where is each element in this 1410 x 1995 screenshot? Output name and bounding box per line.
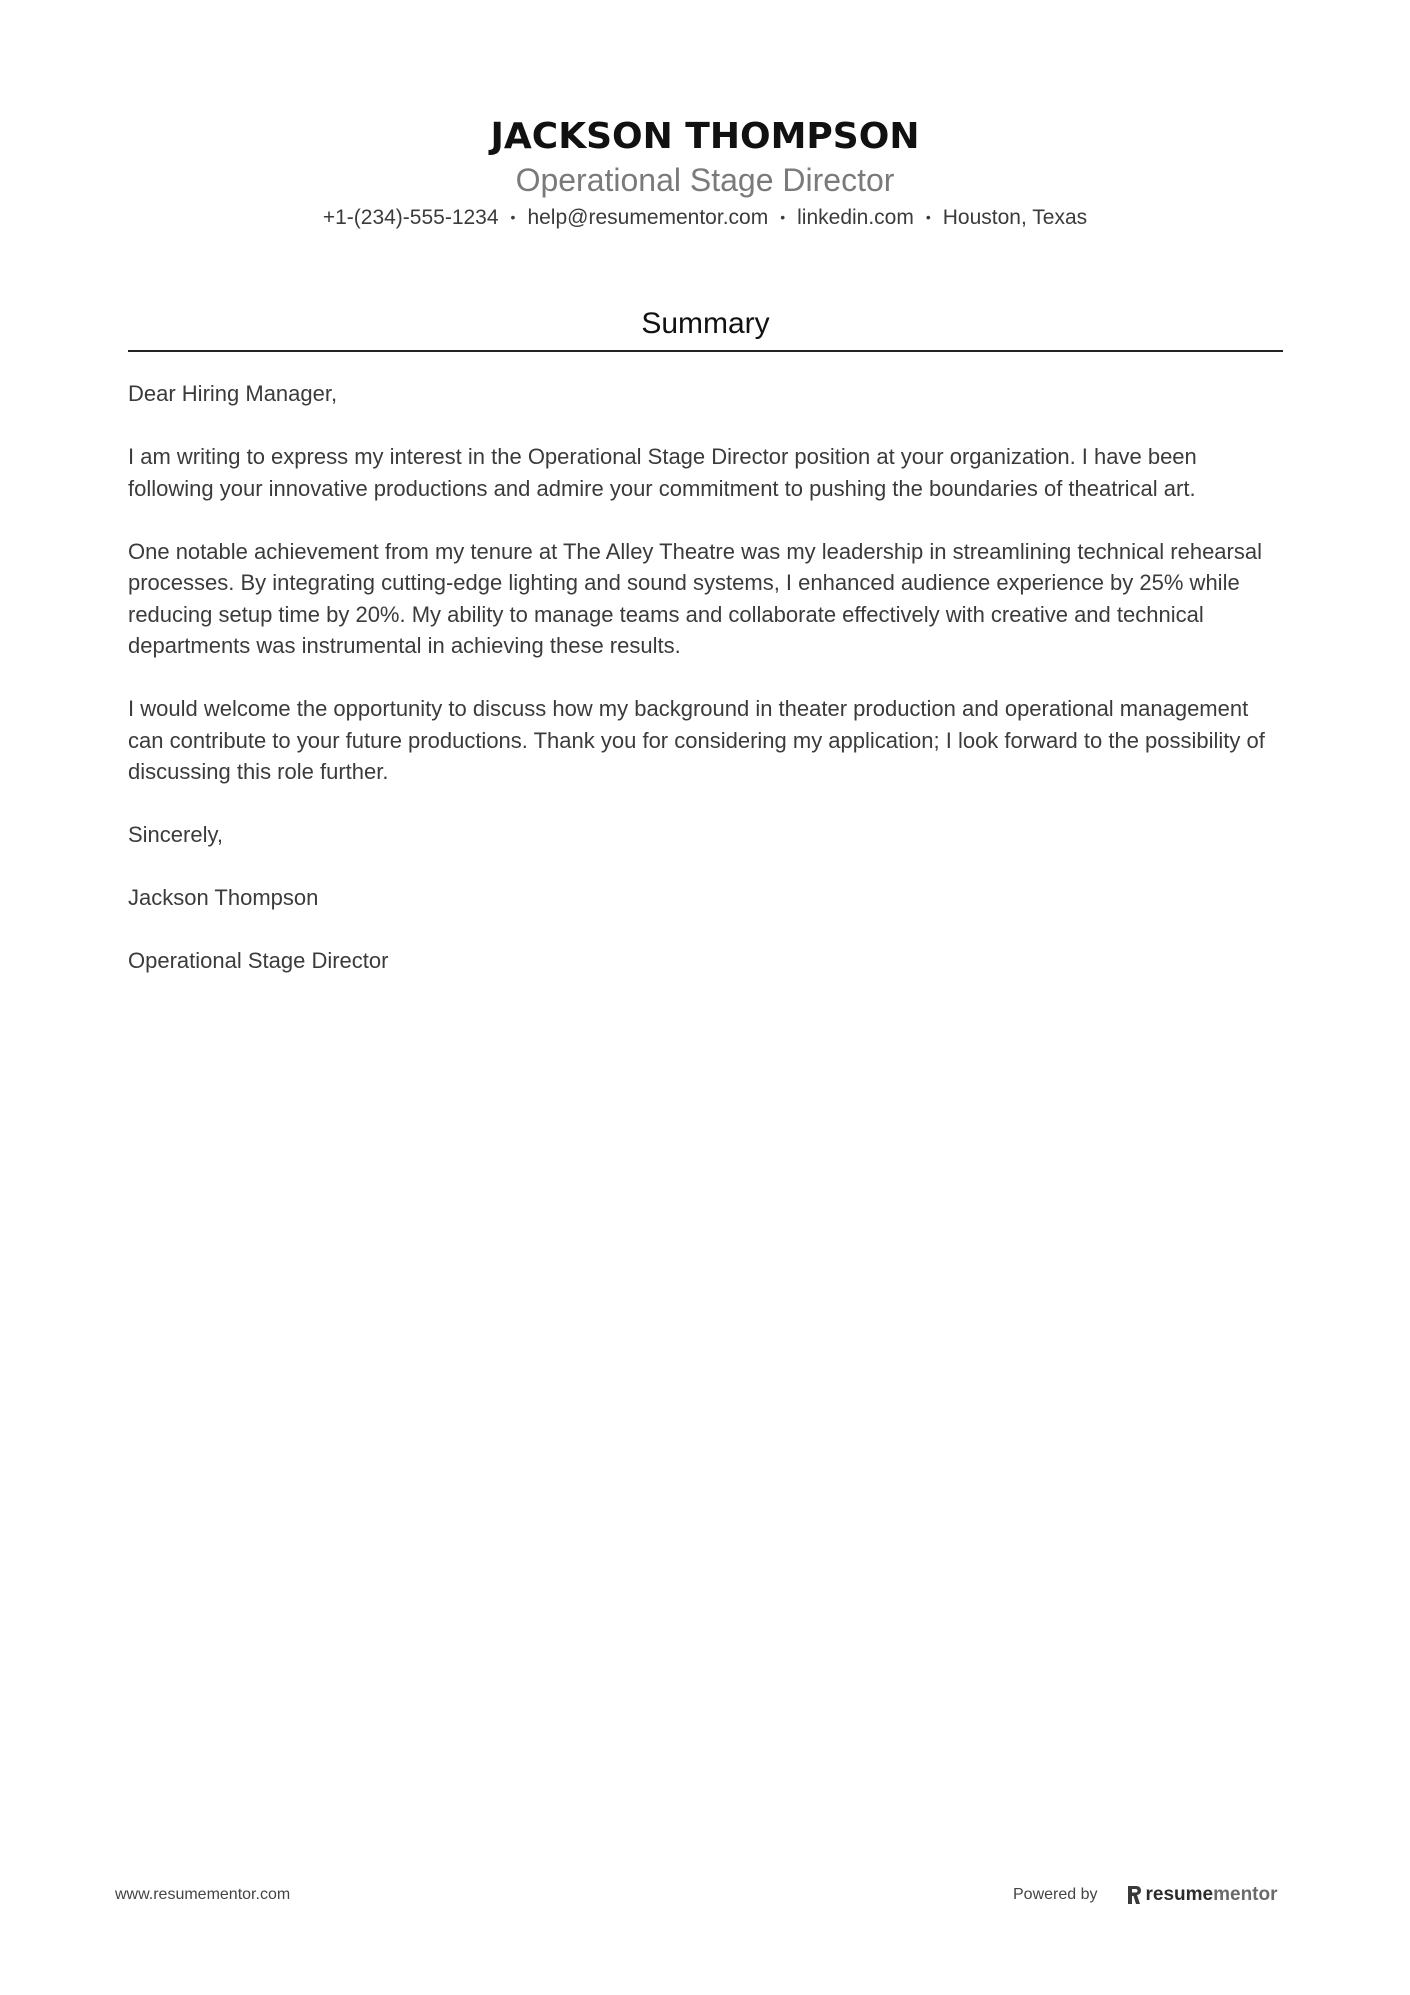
letter-paragraph: One notable achievement from my tenure at The Alley Theatre was my leadership in streamlining technical rehearsal processes. By integrating cutting-edge lighting and sound systems, I enhanced audience experience by 25% while reducing setup time by 20%. My ability to manage teams and collaborate effectively with creative and technical departments was instrumental in achieving these results.: [128, 538, 1262, 658]
powered-by-label: Powered by: [1013, 1886, 1098, 1903]
contact-linkedin[interactable]: linkedin.com: [797, 206, 914, 229]
contact-phone: +1-(234)-555-1234: [322, 206, 499, 229]
section-title: Summary: [641, 307, 770, 340]
letter-paragraph: I am writing to express my interest in the Operational Stage Director position at your organization. I have been following your innovative productions and admire your commitment to pushing the boundaries of theatrical art.: [128, 444, 1197, 501]
signature-name: Jackson Thompson: [128, 885, 319, 910]
candidate-name: JACKSON THOMPSON: [490, 116, 920, 157]
letter-body: [128, 378, 1283, 1008]
contact-email[interactable]: help@resumementor.com: [527, 206, 769, 229]
footer-branding: [1013, 1882, 1278, 1908]
contact-location: Houston, Texas: [942, 206, 1088, 229]
logo-text-resume: resume: [1145, 1884, 1214, 1905]
logo-text-mentor: mentor: [1213, 1884, 1278, 1905]
section-divider: [128, 350, 1283, 352]
contact-separator: •: [510, 209, 516, 225]
footer-website[interactable]: www.resumementor.com: [115, 1886, 291, 1903]
resume-header: [0, 112, 1410, 233]
resumementor-logo[interactable]: [1126, 1884, 1278, 1906]
contact-line: [0, 202, 1410, 233]
signature-title: Operational Stage Director: [128, 948, 389, 973]
letter-paragraph: I would welcome the opportunity to discuss how my background in theater production and operational management can contribute to your future productions. Thank you for considering my application; I look forward to the possibility of discussing this role further.: [128, 696, 1265, 784]
contact-separator: •: [780, 209, 786, 225]
letter-greeting: Dear Hiring Manager,: [128, 381, 338, 406]
contact-separator: •: [925, 209, 931, 225]
candidate-role: Operational Stage Director: [515, 162, 895, 198]
resumementor-logo-icon: [1126, 1885, 1142, 1905]
letter-closing: Sincerely,: [128, 822, 223, 847]
